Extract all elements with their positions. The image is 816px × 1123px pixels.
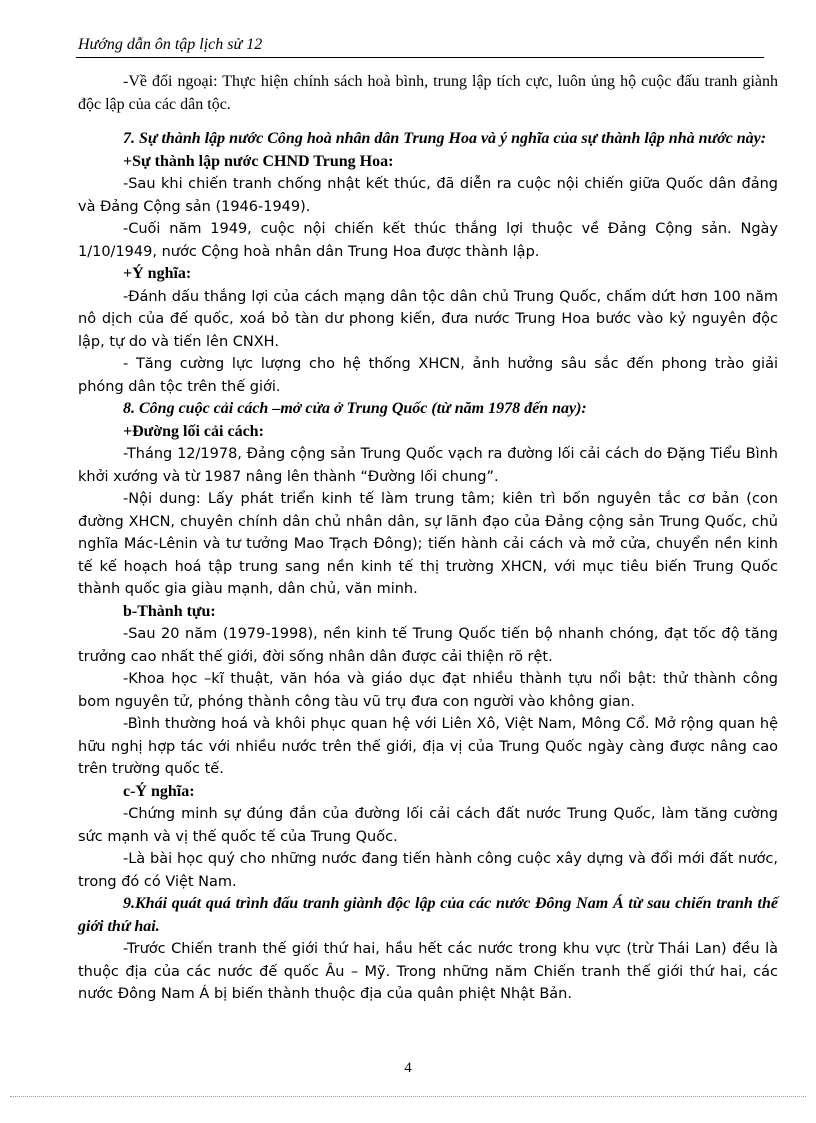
- section-heading-7: 7. Sự thành lập nước Công hoà nhân dân Trung Hoa và ý nghĩa của sự thành lập nhà nước này:: [123, 130, 767, 147]
- paragraph-foreign-policy: -Về đối ngoại: Thực hiện chính sách hoà bình, trung lập tích cực, luôn ủng hộ cuộc đấu tranh giành độc lập của các dân tộc.: [78, 73, 778, 113]
- subheading-achievements: b-Thành tựu:: [123, 602, 216, 620]
- subheading-significance-7: +Ý nghĩa:: [123, 265, 192, 282]
- paragraph-southeast-asia: -Trước Chiến tranh thế giới thứ hai, hầu hết các nước trong khu vực (trừ Thái Lan) đều là thuộc địa của các nước đế quốc Âu – Mỹ. Trong những năm Chiến tranh thế giới thứ hai, các nước Đông Nam Á bị biến thành thuộc địa của quân phiệt Nhật Bản.: [78, 941, 778, 1002]
- paragraph-reform-significance: -Chứng minh sự đúng đắn của đường lối cải cách đất nước Trung Quốc, làm tăng cường sức mạnh và vị thế quốc tế của Trung Quốc.: [78, 806, 778, 845]
- subheading-significance-8: c-Ý nghĩa:: [123, 782, 195, 800]
- section-heading-8: 8. Công cuộc cải cách –mở cửa ở Trung Quốc (từ năm 1978 đến nay):: [123, 400, 587, 417]
- page-number: 4: [404, 1060, 412, 1076]
- page-body: [78, 71, 778, 1006]
- section-heading-9: 9.Khái quát quá trình đấu tranh giành độc lập của các nước Đông Nam Á từ sau chiến tranh thế giới thứ hai.: [78, 895, 778, 935]
- paragraph-lesson: -Là bài học quý cho những nước đang tiến hành công cuộc xây dựng và đổi mới đất nước, trong đó có Việt Nam.: [78, 851, 778, 890]
- paragraph-reform-launch: -Tháng 12/1978, Đảng cộng sản Trung Quốc vạch ra đường lối cải cách do Đặng Tiểu Bình khởi xướng và từ 1987 nâng lên thành “Đường lối chung”.: [78, 446, 778, 485]
- header-divider: [76, 57, 764, 58]
- subheading-reform-line: +Đường lối cải cách:: [123, 422, 264, 440]
- subheading-founding: +Sự thành lập nước CHND Trung Hoa:: [123, 152, 394, 170]
- paragraph-economy: -Sau 20 năm (1979-1998), nền kinh tế Trung Quốc tiến bộ nhanh chóng, đạt tốc độ tăng trưởng cao nhất thế giới, đời sống nhân dân được cải thiện rõ rệt.: [78, 626, 778, 665]
- running-header-title: Hướng dẫn ôn tập lịch sử 12: [78, 36, 263, 53]
- paragraph-significance-2: - Tăng cường lực lượng cho hệ thống XHCN, ảnh hưởng sâu sắc đến phong trào giải phóng dân tộc trên thế giới.: [78, 356, 778, 395]
- paragraph-civil-war: -Sau khi chiến tranh chống nhật kết thúc, đã diễn ra cuộc nội chiến giữa Quốc dân đảng và Đảng Cộng sản (1946-1949).: [78, 176, 778, 215]
- paragraph-founding-date: -Cuối năm 1949, cuộc nội chiến kết thúc thắng lợi thuộc về Đảng Cộng sản. Ngày 1/10/1949, nước Cộng hoà nhân dân Trung Hoa được thành lập.: [78, 221, 778, 260]
- paragraph-significance-1: -Đánh dấu thắng lợi của cách mạng dân tộc dân chủ Trung Quốc, chấm dứt hơn 100 năm nô dịch của đế quốc, xoá bỏ tàn dư phong kiến, đưa nước Trung Hoa bước vào kỷ nguyên độc lập, tự do và tiến lên CNXH.: [78, 288, 778, 350]
- paragraph-reform-content: -Nội dung: Lấy phát triển kinh tế làm trung tâm; kiên trì bốn nguyên tắc cơ bản (con đường XHCN, chuyên chính dân chủ nhân dân, sự lãnh đạo của Đảng cộng sản Trung Quốc, chủ nghĩa Mác-Lênin và tư tưởng Mao Trạch Đông); tiến hành cải cách và mở cửa, chuyển nền kinh tế kế hoạch hoá tập trung sang nền kinh tế thị trường XHCN, với mục tiêu biến Trung Quốc thành quốc gia giàu mạnh, dân chủ, văn minh.: [78, 491, 778, 597]
- paragraph-science: -Khoa học –kĩ thuật, văn hóa và giáo dục đạt nhiều thành tựu nổi bật: thử thành công bom nguyên tử, phóng thành công tàu vũ trụ đưa con người vào không gian.: [78, 671, 778, 710]
- footer-divider: [10, 1096, 806, 1097]
- paragraph-foreign-relations: -Bình thường hoá và khôi phục quan hệ với Liên Xô, Việt Nam, Mông Cổ. Mở rộng quan hệ hữu nghị hợp tác với nhiều nước trên thế giới, địa vị của Trung Quốc ngày càng được nâng cao trên trường quốc tế.: [78, 716, 778, 777]
